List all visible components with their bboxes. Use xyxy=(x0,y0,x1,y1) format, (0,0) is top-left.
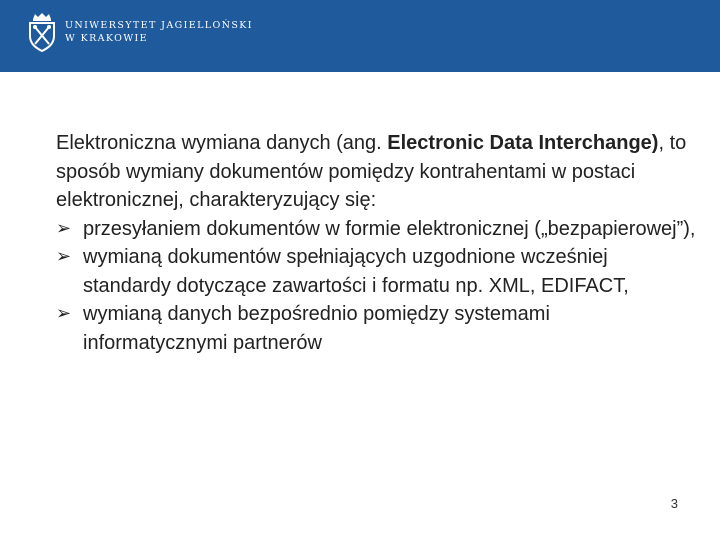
university-name xyxy=(65,19,253,45)
intro-text-part2: , to sposób wymiany dokumentów pomiędzy kontrahentami w postaci elektronicznej, charakteryzujący się: xyxy=(56,132,687,211)
university-name-line2: W KRAKOWIE xyxy=(65,33,148,44)
slide-content xyxy=(56,129,696,357)
bullet-item xyxy=(56,243,696,300)
header-bar xyxy=(0,0,720,72)
arrow-bullet-icon: ➢ xyxy=(56,303,72,324)
page-number: 3 xyxy=(670,496,678,511)
arrow-bullet-icon: ➢ xyxy=(56,217,72,239)
intro-bold-term: Electronic Data Interchange) xyxy=(387,132,659,154)
university-name-line1: UNIWERSYTET JAGIELLOŃSKI xyxy=(65,20,253,31)
bullet-text: przesyłaniem dokumentów w formie elektronicznej („bezpapierowej”), xyxy=(83,217,696,240)
bullet-text: wymianą dokumentów spełniających uzgodnione wcześniej standardy dotyczące zawartości i formatu np. XML, EDIFACT, xyxy=(83,246,629,297)
intro-text-part1: Elektroniczna wymiana danych (ang. xyxy=(56,132,388,154)
bullet-item xyxy=(56,300,696,357)
bullet-item xyxy=(56,215,696,244)
university-logo xyxy=(27,12,253,52)
arrow-bullet-icon: ➢ xyxy=(56,246,72,267)
bullet-list xyxy=(56,215,696,358)
bullet-text: wymianą danych bezpośrednio pomiędzy systemami informatycznymi partnerów xyxy=(83,303,550,354)
university-emblem-icon xyxy=(27,12,57,52)
intro-paragraph xyxy=(56,129,696,215)
